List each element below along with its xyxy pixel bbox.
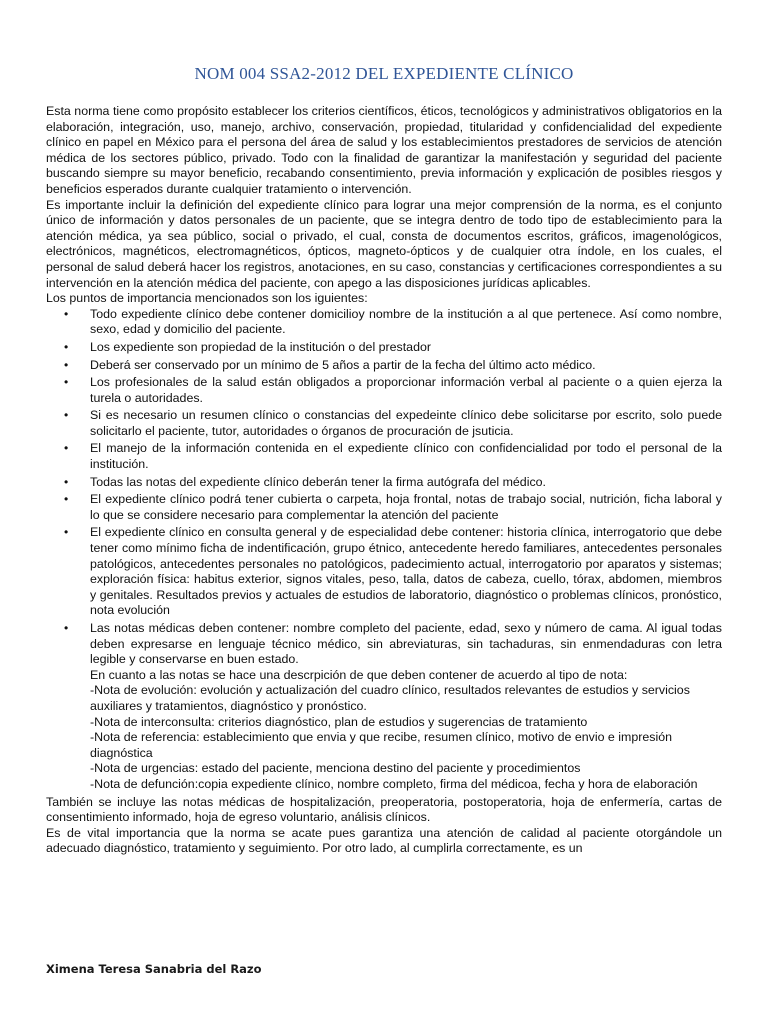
bullet-icon: • xyxy=(64,525,69,540)
list-item xyxy=(46,525,722,619)
list-item-text: Los expediente son propiedad de la institución o del prestador xyxy=(90,339,431,354)
list-item xyxy=(46,307,722,338)
note-type-death: -Nota de defunción:copia expediente clínico, nombre completo, firma del médicoa, fecha y hora de elaboración xyxy=(90,776,698,791)
note-type-evolution: -Nota de evolución: evolución y actualización del cuadro clínico, resultados relevantes de estudios y servicios auxiliares y tratamientos, diagnóstico y pronóstico. xyxy=(90,683,690,713)
list-item-text: Todas las notas del expediente clínico deberán tener la firma autógrafa del médico. xyxy=(90,474,546,489)
list-item-text: Los profesionales de la salud están obligados a proporcionar información verbal al paciente o a quien ejerza la turela o autoridades. xyxy=(90,375,722,405)
notes-lead-text: En cuanto a las notas se hace una descrpición de que deben contener de acuerdo al tipo de nota: xyxy=(90,667,628,682)
bullet-icon: • xyxy=(64,357,69,372)
notes-intro-text: Las notas médicas deben contener: nombre completo del paciente, edad, sexo y número de cama. Al igual todas deben expresarse en lenguaje técnico médico, sin abreviaturas, sin tachaduras, sin enmendaduras con letra legible y conservarse en buen estado. xyxy=(90,621,722,667)
key-points-list xyxy=(46,307,722,793)
closing-paragraph-2: Es de vital importancia que la norma se acate pues garantiza una atención de calidad al paciente otorgándole un adecuado diagnóstico, tratamiento y seguimiento. Por otro lado, al cumplirla correctamente, es un xyxy=(46,825,722,856)
document-body xyxy=(46,104,722,857)
bullet-icon: • xyxy=(64,408,69,423)
bullet-icon: • xyxy=(64,339,69,354)
list-item-text: El expediente clínico podrá tener cubierta o carpeta, hoja frontal, notas de trabajo social, nutrición, ficha laboral y lo que se considere necesario para complementar la atención del paciente xyxy=(90,492,722,522)
list-item-text: El manejo de la información contenida en el expediente clínico con confidencialidad por todo el personal de la institución. xyxy=(90,441,722,472)
list-item xyxy=(46,340,722,356)
list-item xyxy=(46,358,722,374)
intro-paragraph: Esta norma tiene como propósito establecer los criterios científicos, éticos, tecnológicos y administrativos obligatorios en la elaboración, integración, uso, manejo, archivo, conservación, propiedad, titularidad y confidencialidad del expediente clínico en papel en México para el persona del área de salud y los establecimientos prestadores de servicios de atención médica de los sectores público, privado. Todo con la finalidad de garantizar la manifestación y seguridad del paciente buscando siempre su mayor beneficio, recabando consentimiento, previa información y explicación de posibles riesgos y beneficios esperados durante cualquier tratamiento o intervención. xyxy=(46,104,722,196)
bullet-icon: • xyxy=(64,621,69,635)
list-item xyxy=(46,475,722,491)
list-item xyxy=(46,441,722,472)
bullet-icon: • xyxy=(64,474,69,489)
author-footer: Ximena Teresa Sanabria del Razo xyxy=(46,962,262,976)
list-item-text: Si es necesario un resumen clínico o constancias del expedeinte clínico debe solicitarse por escrito, solo puede solicitarlo el paciente, tutor, autoridades o órganos de procuración de jsuticia. xyxy=(90,408,722,438)
list-item-text: Todo expediente clínico debe contener domicilioy nombre de la institución a al que pertenece. Así como nombre, sexo, edad y domicilio del paciente. xyxy=(90,306,722,337)
note-type-emergency: -Nota de urgencias: estado del paciente, menciona destino del paciente y procedimientos xyxy=(90,761,581,776)
list-item xyxy=(46,408,722,439)
list-item-notes xyxy=(46,621,722,793)
points-lead-paragraph: Los puntos de importancia mencionados son los iguientes: xyxy=(46,291,368,306)
list-item xyxy=(46,492,722,523)
definition-paragraph: Es importante incluir la definición del expediente clínico para lograr una mejor comprensión de la norma, es el conjunto único de información y datos personales de un paciente, que se integra dentro de todo tipo de establecimiento para la atención médica, ya sea público, social o privado, el cual, consta de documentos escritos, gráficos, imagenológicos, electrónicos, magnéticos, electromagnéticos, ópticos, magneto-ópticos y de cualquier otra índole, en los cuales, el personal de salud deberá hacer los registros, anotaciones, en su caso, constancias y certificaciones correspondientes a su intervención en la atención médica del paciente, con apego a las disposiciones jurídicas aplicables. xyxy=(46,197,722,290)
list-item-text: Deberá ser conservado por un mínimo de 5 años a partir de la fecha del último acto médico. xyxy=(90,357,596,372)
closing-paragraph-1: También se incluye las notas médicas de hospitalización, preoperatoria, postoperatoria, hoja de enfermería, cartas de consentimiento informado, hoja de egreso voluntario, análisis clínicos. xyxy=(46,794,722,825)
bullet-icon: • xyxy=(64,306,69,321)
bullet-icon: • xyxy=(64,441,69,456)
note-type-referral: -Nota de referencia: establecimiento que envia y que recibe, resumen clínico, motivo de envio e impresión diagnóstica xyxy=(90,730,672,760)
note-type-interconsultation: -Nota de interconsulta: criterios diagnóstico, plan de estudios y sugerencias de tratamiento xyxy=(90,714,588,729)
document-title: NOM 004 SSA2-2012 DEL EXPEDIENTE CLÍNICO xyxy=(194,64,574,83)
list-item xyxy=(46,375,722,406)
bullet-icon: • xyxy=(64,492,69,507)
list-item-text: El expediente clínico en consulta general y de especialidad debe contener: historia clínica, interrogatorio que debe tener como mínimo ficha de indentificación, grupo étnico, antecedente heredo familiares, antecedentes personales patológicos, antecedentes personales no patológicos, padecimiento actual, interrogatorio por aparatos y sistemas; exploración física: habitus exterior, signos vitales, peso, talla, datos de cabeza, cuello, tórax, abdomen, miembros y genitales. Resultados previos y actuales de estudios de laboratorio, diagnóstico o problemas clínicos, pronóstico, nota evolución xyxy=(90,525,722,618)
bullet-icon: • xyxy=(64,375,69,390)
